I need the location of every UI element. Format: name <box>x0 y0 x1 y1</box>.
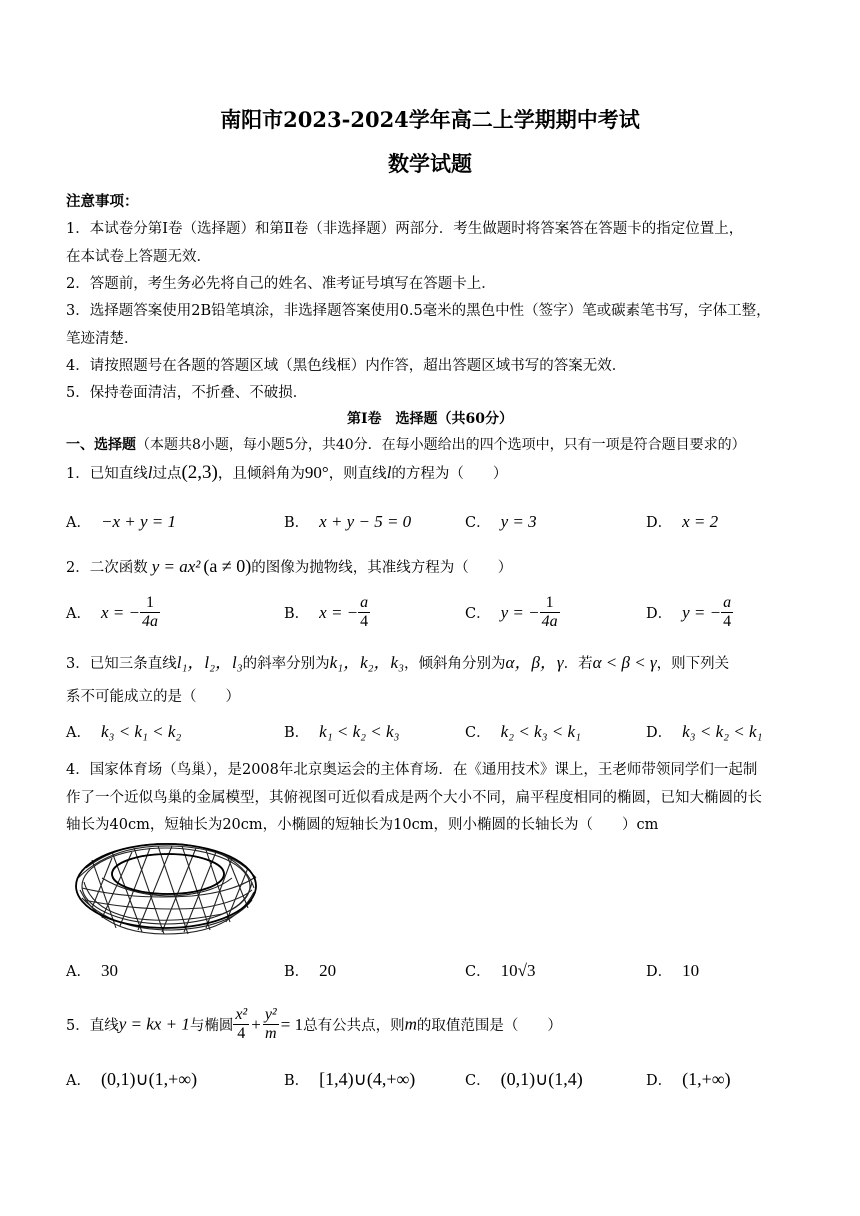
q5-option-d[interactable] <box>646 1069 731 1090</box>
option-letter: A． <box>66 725 91 741</box>
note-line: 笔迹清楚． <box>66 331 139 347</box>
option-letter: D． <box>646 964 673 980</box>
q3-condition: α < β < γ <box>592 653 657 672</box>
fraction <box>721 594 733 631</box>
note-line: 2．答题前，考生务必先将自己的姓名、准考证号填写在答题卡上． <box>66 276 496 292</box>
bird-nest-stadium-image <box>72 838 260 940</box>
fraction <box>140 594 160 631</box>
q2-text: 2．二次函数 <box>66 560 148 576</box>
option-expr: −x + y = 1 <box>100 512 176 531</box>
q2-option-d[interactable] <box>646 594 733 631</box>
plus-sign: + <box>251 1014 261 1034</box>
question-4-stem-cont: 轴长为40cm，短轴长为20cm，小椭圆的短轴长为10cm，则小椭圆的长轴长为（ ）cm <box>66 817 659 833</box>
question-4-stem-cont: 作了一个近似鸟巢的金属模型，其俯视图可近似看成是两个大小不同，扁平程度相同的椭圆，已知大椭圆的长 <box>66 790 762 806</box>
q4-option-b[interactable] <box>284 960 336 981</box>
q2-expr: y = ax² <box>151 557 201 576</box>
fraction-denominator: 4a <box>141 613 158 630</box>
part-heading: 一、选择题 <box>66 437 136 453</box>
part-heading-line <box>66 434 746 454</box>
q4-option-c[interactable] <box>465 960 535 981</box>
option-letter: C． <box>465 1073 491 1089</box>
q5-text: 与椭圆 <box>189 1018 234 1034</box>
q5-text: 5．直线 <box>66 1018 119 1034</box>
option-expr: x = − <box>319 602 359 622</box>
q3-text: ，则下列关 <box>656 656 730 672</box>
option-expr: (0,1)∪(1,4) <box>500 1069 583 1089</box>
fraction-denominator: m <box>265 1025 277 1042</box>
question-4-stem: 4．国家体育场（鸟巢），是2008年北京奥运会的主体育场．在《通用技术》课上，王老师带领同学们一起制 <box>66 762 758 778</box>
option-letter: B． <box>284 725 310 741</box>
fraction <box>540 594 560 631</box>
option-letter: B． <box>284 1073 310 1089</box>
note-line: 1．本试卷分第Ⅰ卷（选择题）和第Ⅱ卷（非选择题）两部分．考生做题时将答案答在答题卡的指定位置上， <box>66 221 744 237</box>
q2-option-a[interactable] <box>66 594 160 631</box>
option-letter: A． <box>66 1073 91 1089</box>
q4-option-d[interactable] <box>646 960 699 981</box>
notes-heading: 注意事项： <box>66 193 139 210</box>
option-expr: k₃ < k₁ < k₂ <box>100 722 182 741</box>
fraction-denominator: 4 <box>723 613 732 630</box>
exam-title: 南阳市2023-2024学年高二上学期期中考试 <box>220 107 640 132</box>
q5-var-m: m <box>404 1014 417 1034</box>
fraction-denominator: 4a <box>541 613 558 630</box>
q4-option-a[interactable] <box>66 960 118 981</box>
option-letter: C． <box>465 606 491 622</box>
fraction-numerator: 1 <box>540 594 560 613</box>
option-letter: D． <box>646 725 673 741</box>
option-letter: A． <box>66 606 91 622</box>
q3-lines: l₁，l₂，l₃ <box>176 653 243 672</box>
q1-angle: 90° <box>304 463 329 482</box>
option-letter: D． <box>646 1073 673 1089</box>
option-letter: B． <box>284 606 310 622</box>
option-expr: x = − <box>100 602 140 622</box>
option-letter: D． <box>646 515 673 531</box>
q1-point: (2,3) <box>181 462 218 483</box>
option-letter: C． <box>465 725 491 741</box>
equals: = 1 <box>280 1014 304 1034</box>
q2-cond: (a ≠ 0) <box>203 556 252 576</box>
note-line: 3．选择题答案使用2B铅笔填涂，非选择题答案使用0.5毫米的黑色中性（签字）笔或碳素笔书写，字体工整， <box>66 303 771 319</box>
option-expr: y = − <box>682 602 722 622</box>
q1-option-b[interactable] <box>284 511 411 532</box>
q1-var-l: l <box>147 463 153 482</box>
option-expr: 20 <box>319 961 337 980</box>
option-expr: x = 2 <box>682 512 719 531</box>
q1-text: ，且倾斜角为 <box>217 466 305 482</box>
option-expr: 30 <box>100 961 118 980</box>
fraction-numerator: y² <box>264 1006 277 1023</box>
fraction <box>358 594 370 631</box>
option-expr: y = 3 <box>500 512 537 531</box>
q5-line: y = kx + 1 <box>118 1014 190 1034</box>
q1-option-d[interactable] <box>646 511 718 532</box>
fraction-numerator: x² <box>235 1006 248 1023</box>
fraction-denominator: 4 <box>237 1025 246 1042</box>
q5-option-b[interactable] <box>284 1069 415 1090</box>
section-title: 第Ⅰ卷 选择题（共60分） <box>346 411 514 427</box>
q5-text: 的取值范围是（ ） <box>416 1018 562 1034</box>
q1-text: 过点 <box>152 466 182 482</box>
q3-text: 3．已知三条直线 <box>66 656 177 672</box>
q3-option-b[interactable] <box>284 721 399 742</box>
fraction-denominator: 4 <box>360 613 369 630</box>
option-expr: 10√3 <box>500 961 536 980</box>
option-letter: C． <box>465 964 491 980</box>
q3-option-c[interactable] <box>465 721 581 742</box>
option-expr: y = − <box>500 602 540 622</box>
q3-text: 的斜率分别为 <box>242 656 330 672</box>
q5-option-a[interactable] <box>66 1069 197 1090</box>
question-1-stem <box>66 462 507 484</box>
q1-text: 的方程为（ ） <box>391 466 508 482</box>
option-letter: C． <box>465 515 491 531</box>
exam-subtitle: 数学试题 <box>388 151 472 176</box>
q2-option-b[interactable] <box>284 594 370 631</box>
q1-text: 1．已知直线 <box>66 466 148 482</box>
option-expr: 10 <box>682 961 700 980</box>
fraction <box>233 1006 249 1043</box>
option-expr: x + y − 5 = 0 <box>319 512 412 531</box>
question-3-stem-cont: 系不可能成立的是（ ） <box>66 689 240 705</box>
q5-text: 总有公共点，则 <box>303 1018 405 1034</box>
q3-text: ．若 <box>563 656 593 672</box>
question-5-stem <box>66 1006 562 1043</box>
q3-option-a[interactable] <box>66 721 181 742</box>
option-expr: k₁ < k₂ < k₃ <box>319 722 400 741</box>
q3-angles: α，β，γ <box>505 653 564 672</box>
fraction-numerator: a <box>723 594 732 611</box>
question-2-stem <box>66 556 512 577</box>
q3-text: ，倾斜角分别为 <box>404 656 506 672</box>
fraction-numerator: 1 <box>140 594 160 613</box>
option-letter: B． <box>284 964 310 980</box>
q1-text: ，则直线 <box>328 466 387 482</box>
option-expr: [1,4)∪(4,+∞) <box>319 1069 416 1089</box>
option-expr: k₃ < k₂ < k₁ <box>682 722 763 741</box>
option-letter: A． <box>66 964 91 980</box>
fraction <box>263 1006 279 1043</box>
note-line: 5．保持卷面清洁，不折叠、不破损． <box>66 385 308 401</box>
q1-option-a[interactable] <box>66 511 176 532</box>
option-letter: D． <box>646 606 673 622</box>
q3-option-d[interactable] <box>646 721 762 742</box>
q1-var-l: l <box>386 463 392 482</box>
q5-option-c[interactable] <box>465 1069 583 1090</box>
q1-option-c[interactable] <box>465 511 537 532</box>
note-line: 在本试卷上答题无效． <box>66 249 211 265</box>
note-line: 4．请按照题号在各题的答题区域（黑色线框）内作答，超出答题区域书写的答案无效． <box>66 358 627 374</box>
fraction-numerator: a <box>360 594 369 611</box>
option-expr: (1,+∞) <box>682 1069 731 1089</box>
part-description: （本题共8小题，每小题5分，共40分．在每小题给出的四个选项中，只有一项是符合题目要求的） <box>136 437 746 453</box>
option-expr: k₂ < k₃ < k₁ <box>500 722 581 741</box>
q2-text: 的图像为抛物线，其准线方程为（ ） <box>251 560 513 576</box>
question-3-stem <box>66 648 729 673</box>
option-letter: B． <box>284 515 310 531</box>
option-letter: A． <box>66 515 91 531</box>
q3-slopes: k₁，k₂，k₃ <box>329 653 405 672</box>
q2-option-c[interactable] <box>465 594 560 631</box>
option-expr: (0,1)∪(1,+∞) <box>100 1069 198 1089</box>
